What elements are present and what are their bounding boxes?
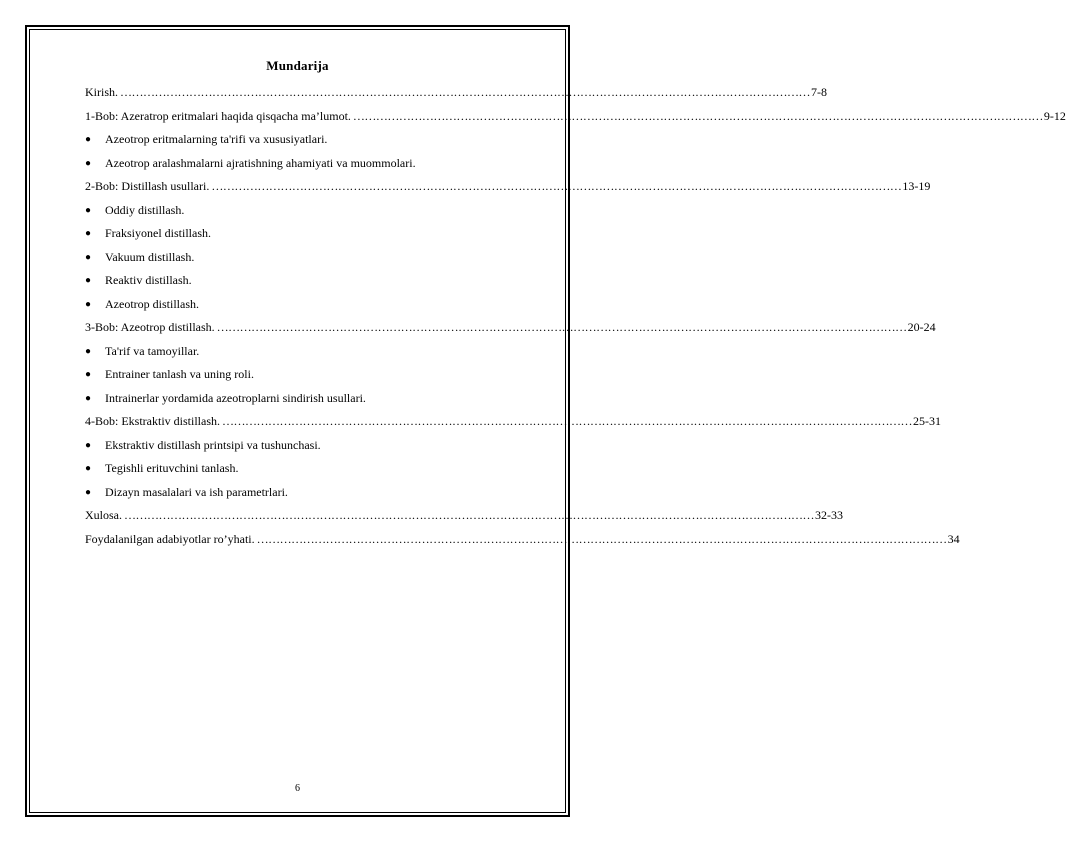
toc-chapter-entry xyxy=(85,504,843,528)
toc-entry-label: Xulosa. xyxy=(85,508,122,523)
bullet-icon: ● xyxy=(85,134,92,146)
toc-chapter-entry xyxy=(85,410,941,434)
toc-entry-label: Ekstraktiv distillash printsipi va tushunchasi. xyxy=(105,437,321,452)
toc-bullet-entry xyxy=(85,269,550,293)
toc-entry-label: Tegishli erituvchini tanlash. xyxy=(105,461,239,476)
page-title: Mundarija xyxy=(266,58,329,73)
bullet-icon: ● xyxy=(85,392,92,404)
toc-entry-page: 25-31 xyxy=(913,414,941,429)
toc-bullet-entry xyxy=(85,222,550,246)
toc-leader-dots: ……………………………………………………………………………………………………………………………………………………………… xyxy=(124,508,814,523)
toc-bullet-entry xyxy=(85,293,550,317)
page-number: 6 xyxy=(295,783,300,794)
bullet-icon: ● xyxy=(85,369,92,381)
toc-bullet-entry xyxy=(85,457,550,481)
table-of-contents xyxy=(85,81,1066,551)
toc-leader-dots: ……………………………………………………………………………………………………………………………………………………………… xyxy=(120,85,810,100)
toc-leader-dots: ……………………………………………………………………………………………………………………………………………………………… xyxy=(352,108,1043,123)
toc-entry-label: 1-Bob: Azeratrop eritmalari haqida qisqacha ma’lumot. xyxy=(85,108,351,123)
toc-entry-page: 7-8 xyxy=(811,85,827,100)
toc-chapter-entry xyxy=(85,175,931,199)
toc-chapter-entry xyxy=(85,316,936,340)
toc-bullet-entry xyxy=(85,199,550,223)
bullet-icon: ● xyxy=(85,204,92,216)
toc-entry-label: Dizayn masalalari va ish parametrlari. xyxy=(105,484,288,499)
toc-leader-dots: ……………………………………………………………………………………………………………………………………………………………… xyxy=(216,320,907,335)
bullet-icon: ● xyxy=(85,439,92,451)
toc-entry-label: Kirish. xyxy=(85,85,118,100)
toc-entry-label: Vakuum distillash. xyxy=(105,249,195,264)
toc-entry-page: 20-24 xyxy=(907,320,936,335)
toc-chapter-entry xyxy=(85,105,1066,129)
toc-entry-page: 32-33 xyxy=(815,508,843,523)
toc-entry-label: 4-Bob: Ekstraktiv distillash. xyxy=(85,414,220,429)
toc-bullet-entry xyxy=(85,363,550,387)
toc-bullet-entry xyxy=(85,481,550,505)
bullet-icon: ● xyxy=(85,157,92,169)
toc-bullet-entry xyxy=(85,246,550,270)
toc-entry-label: Ta'rif va tamoyillar. xyxy=(105,343,200,358)
bullet-icon: ● xyxy=(85,345,92,357)
toc-entry-label: Azeotrop aralashmalarni ajratishning ahamiyati va muommolari. xyxy=(105,155,416,170)
toc-leader-dots: ……………………………………………………………………………………………………………………………………………………………… xyxy=(222,414,912,429)
toc-bullet-entry xyxy=(85,387,550,411)
toc-bullet-entry xyxy=(85,340,550,364)
toc-entry-label: Foydalanilgan adabiyotlar ro’yhati. xyxy=(85,531,255,546)
toc-leader-dots: ……………………………………………………………………………………………………………………………………………………………… xyxy=(211,179,902,194)
bullet-icon: ● xyxy=(85,251,92,263)
toc-chapter-entry xyxy=(85,528,960,552)
toc-entry-page: 9-12 xyxy=(1043,108,1066,123)
toc-bullet-entry xyxy=(85,152,550,176)
toc-chapter-entry xyxy=(85,81,827,105)
bullet-icon: ● xyxy=(85,228,92,240)
toc-bullet-entry xyxy=(85,434,550,458)
toc-entry-label: Oddiy distillash. xyxy=(105,202,185,217)
bullet-icon: ● xyxy=(85,463,92,475)
toc-entry-label: Azeotrop distillash. xyxy=(105,296,199,311)
toc-entry-label: Entrainer tanlash va uning roli. xyxy=(105,367,254,382)
toc-entry-label: 3-Bob: Azeotrop distillash. xyxy=(85,320,215,335)
toc-entry-label: 2-Bob: Distillash usullari. xyxy=(85,179,210,194)
toc-bullet-entry xyxy=(85,128,550,152)
bullet-icon: ● xyxy=(85,298,92,310)
toc-entry-label: Azeotrop eritmalarning ta'rifi va xususiyatlari. xyxy=(105,132,328,147)
bullet-icon: ● xyxy=(85,275,92,287)
toc-leader-dots: ……………………………………………………………………………………………………………………………………………………………… xyxy=(256,531,947,546)
toc-entry-page: 34 xyxy=(947,531,960,546)
toc-entry-page: 13-19 xyxy=(902,179,931,194)
toc-entry-label: Fraksiyonel distillash. xyxy=(105,226,211,241)
bullet-icon: ● xyxy=(85,486,92,498)
toc-entry-label: Reaktiv distillash. xyxy=(105,273,192,288)
toc-entry-label: Intrainerlar yordamida azeotroplarni sindirish usullari. xyxy=(105,390,366,405)
